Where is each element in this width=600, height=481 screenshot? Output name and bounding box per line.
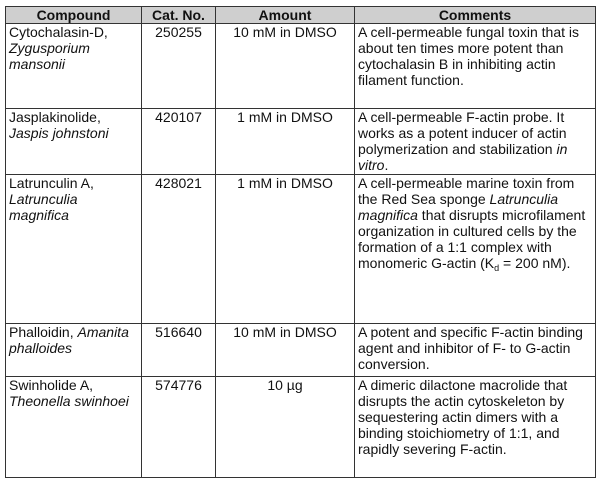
amount-cell: 1 mM in DMSO <box>216 109 355 175</box>
table-row <box>6 324 596 377</box>
cat-no-cell: 516640 <box>142 324 216 377</box>
compound-table <box>5 6 596 478</box>
compound-name: Jasplakinolide, <box>9 109 101 125</box>
cat-no-cell: 428021 <box>142 175 216 324</box>
header-comments: Comments <box>355 7 596 24</box>
compound-cell <box>6 377 142 478</box>
cat-no-cell: 420107 <box>142 109 216 175</box>
table-row <box>6 109 596 175</box>
cat-no-cell: 250255 <box>142 24 216 109</box>
compound-species: Zygusporium mansonii <box>9 40 90 72</box>
amount-cell: 10 mM in DMSO <box>216 24 355 109</box>
compound-cell <box>6 324 142 377</box>
compound-cell <box>6 109 142 175</box>
header-cat-no: Cat. No. <box>142 7 216 24</box>
header-amount: Amount <box>216 7 355 24</box>
compound-name: Swinholide A, <box>9 377 94 393</box>
table-row <box>6 377 596 478</box>
comment-italic: in vitro <box>358 141 568 173</box>
comment-text: A cell-permeable F-actin probe. It works as a potent inducer of actin polymerization and stabilization <box>358 109 567 157</box>
comment-text-mid: that disrupts microfilament organization in cultured cells by the formation of a 1:1 complex with monomeric G-actin (K <box>358 207 586 271</box>
comment-italic: Latrunculia magnifica <box>358 191 559 223</box>
comment-text-end: . <box>384 157 389 173</box>
comment-text: A cell-permeable marine toxin from the Red Sea sponge <box>358 175 575 207</box>
comment-text-end: = 200 nM). <box>499 255 571 271</box>
comment-cell: A cell-permeable fungal toxin that is about ten times more potent than cytochalasin B in inhibiting actin filament function. <box>355 24 596 109</box>
cat-no-cell: 574776 <box>142 377 216 478</box>
comment-subscript: d <box>494 263 500 273</box>
compound-species: Jaspis johnstoni <box>9 125 109 141</box>
amount-cell: 10 mM in DMSO <box>216 324 355 377</box>
compound-cell <box>6 24 142 109</box>
comment-cell <box>355 109 596 175</box>
header-row <box>6 7 596 24</box>
comment-cell <box>355 175 596 324</box>
compound-name: Latrunculin A, <box>9 175 94 191</box>
compound-name: Cytochalasin-D, <box>9 24 108 40</box>
comment-cell: A dimeric dilactone macrolide that disrupts the actin cytoskeleton by sequestering actin dimers with a binding stoichiometry of 1:1, and rapidly severing F-actin. <box>355 377 596 478</box>
header-compound: Compound <box>6 7 142 24</box>
amount-cell: 1 mM in DMSO <box>216 175 355 324</box>
table-row <box>6 175 596 324</box>
amount-cell: 10 µg <box>216 377 355 478</box>
compound-species: Latrunculia magnifica <box>9 191 78 223</box>
compound-name: Phalloidin, <box>9 324 74 340</box>
table-row <box>6 24 596 109</box>
compound-cell <box>6 175 142 324</box>
compound-species: Theonella swinhoei <box>9 393 129 409</box>
comment-cell: A potent and specific F-actin binding agent and inhibitor of F- to G-actin conversion. <box>355 324 596 377</box>
compound-species: Amanita phalloides <box>9 324 129 356</box>
